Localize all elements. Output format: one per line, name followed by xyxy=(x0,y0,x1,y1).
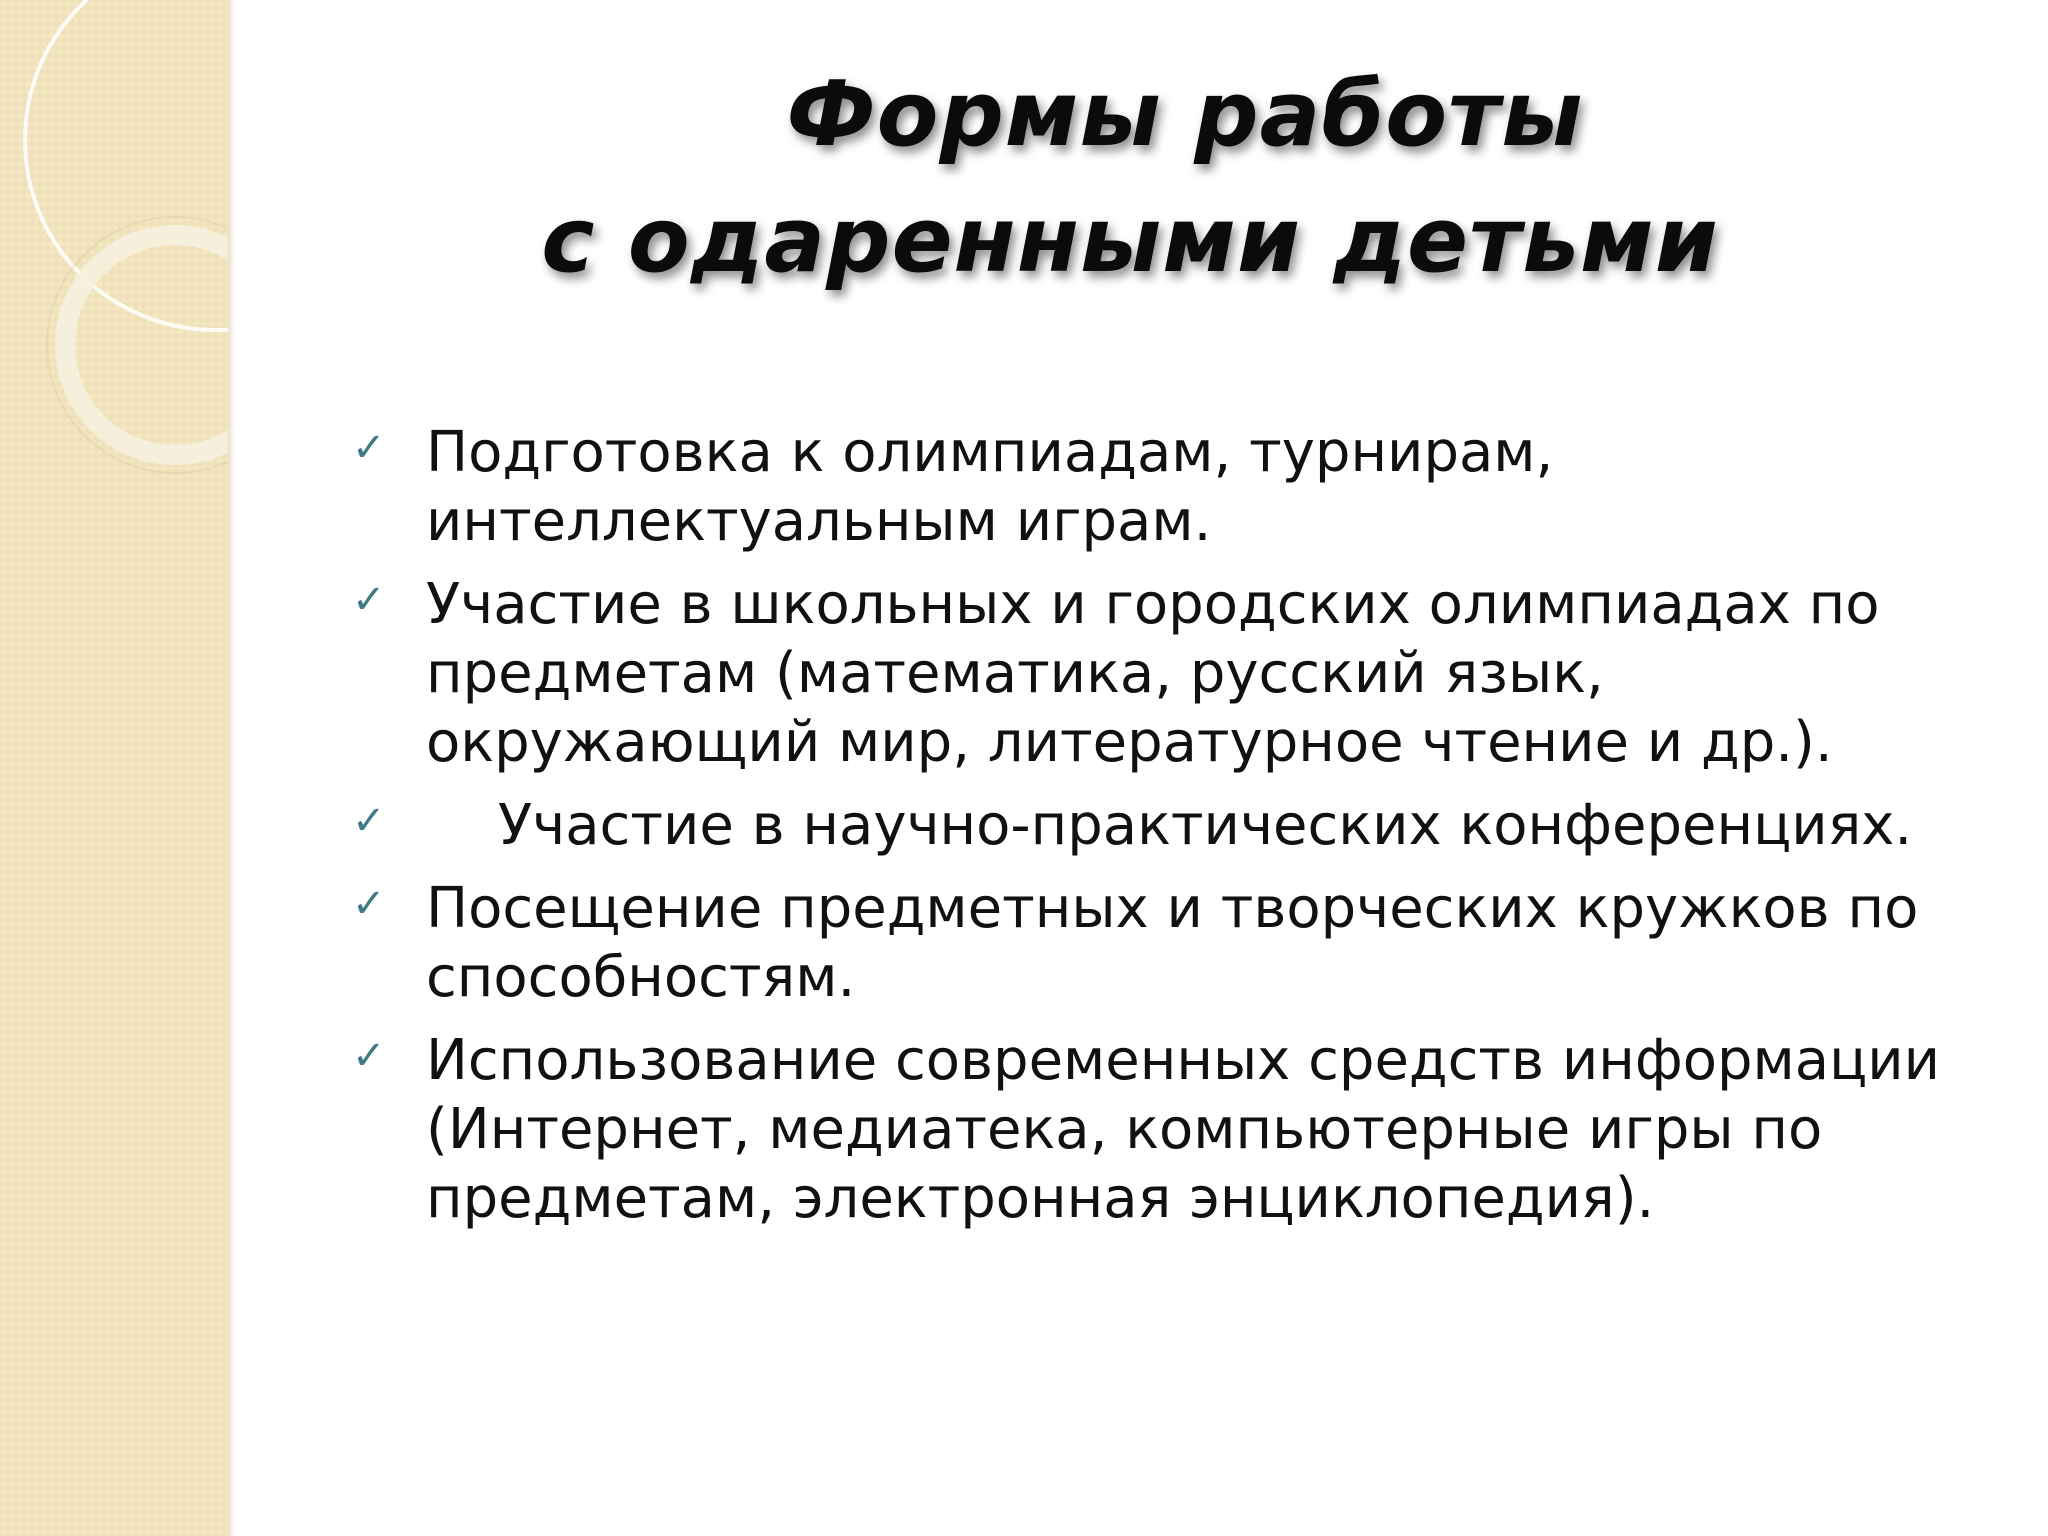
list-item xyxy=(352,570,1992,777)
list-item xyxy=(352,791,1992,860)
slide-title xyxy=(300,52,1960,304)
decorative-side-band xyxy=(0,0,228,1536)
list-item-text: Участие в научно-практических конференциях. xyxy=(498,793,1913,858)
check-mark-icon: ✓ xyxy=(352,425,386,471)
check-mark-icon: ✓ xyxy=(352,577,386,623)
list-item-text: Использование современных средств информации (Интернет, медиатека, компьютерные игры по предметам, электронная энциклопедия). xyxy=(426,1028,1940,1231)
check-mark-icon: ✓ xyxy=(352,1033,386,1079)
check-mark-icon: ✓ xyxy=(352,798,386,844)
title-line-1: Формы работы xyxy=(786,62,1584,167)
list-item xyxy=(352,418,1992,556)
decorative-rings-icon xyxy=(0,0,228,1536)
list-item-text: Участие в школьных и городских олимпиадах по предметам (математика, русский язык, окружающий мир, литературное чтение и др.). xyxy=(426,572,1880,775)
bullet-list xyxy=(352,418,1992,1247)
list-item xyxy=(352,874,1992,1012)
band-edge-divider xyxy=(228,0,235,1536)
list-item-text: Подготовка к олимпиадам, турнирам, интеллектуальным играм. xyxy=(426,420,1554,554)
title-line-2: с одаренными детьми xyxy=(541,188,1719,293)
list-item xyxy=(352,1026,1992,1233)
list-item-text: Посещение предметных и творческих кружков по способностям. xyxy=(426,876,1919,1010)
check-mark-icon: ✓ xyxy=(352,881,386,927)
